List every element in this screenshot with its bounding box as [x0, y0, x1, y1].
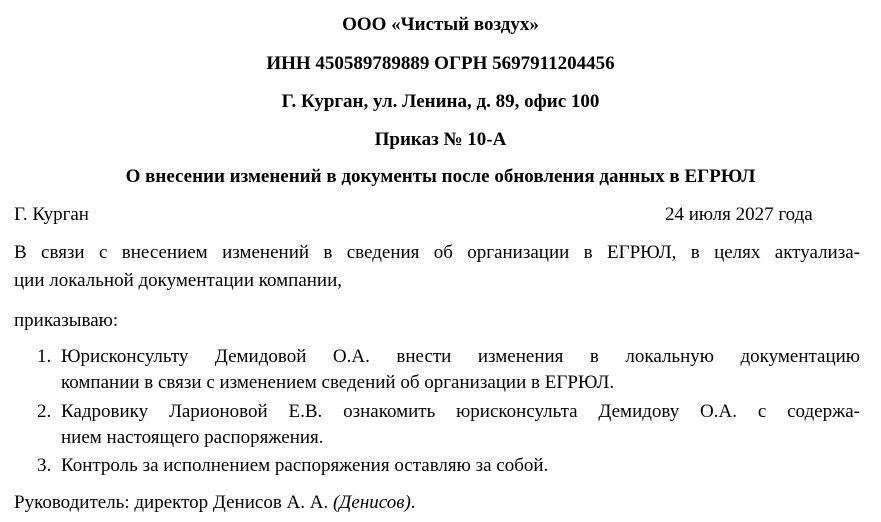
order-city: Г. Курган — [14, 204, 89, 225]
signature-line — [14, 492, 416, 514]
list-item-number: 1. — [37, 346, 52, 367]
signature-label: Руководитель: директор Денисов А. А. — [14, 492, 329, 513]
intro-line-2: ции локальной документации компании, — [14, 270, 343, 291]
list-item-line: нием настоящего распоряжения. — [61, 427, 324, 448]
company-address: Г. Курган, ул. Ленина, д. 89, офис 100 — [281, 91, 600, 112]
signature-name: (Денисов) — [332, 492, 411, 513]
order-date: 24 июля 2027 года — [665, 204, 813, 225]
list-item-line: Контроль за исполнением распоряжения оставляю за собой. — [61, 455, 549, 476]
order-title: Приказ № 10-А — [374, 129, 507, 150]
company-ids: ИНН 450589789889 ОГРН 5697911204456 — [266, 53, 615, 74]
order-word: приказываю: — [14, 310, 119, 331]
list-item-line: Юрисконсульту Демидовой О.А. внести изменения в локальную документацию — [61, 346, 860, 367]
list-item-number: 3. — [37, 455, 52, 476]
list-item-line: компании в связи с изменением сведений об организации в ЕГРЮЛ. — [61, 372, 615, 393]
order-subject: О внесении изменений в документы после обновления данных в ЕГРЮЛ — [125, 166, 756, 187]
list-item-number: 2. — [37, 401, 52, 422]
intro-line-1: В связи с внесением изменений в сведения об организации в ЕГРЮЛ, в целях актуализа- — [14, 242, 860, 263]
list-item-line: Кадровику Ларионовой Е.В. ознакомить юрисконсульта Демидову О.А. с содержа- — [61, 401, 860, 422]
signature-end: . — [410, 492, 416, 513]
company-name: ООО «Чистый воздух» — [342, 14, 539, 35]
